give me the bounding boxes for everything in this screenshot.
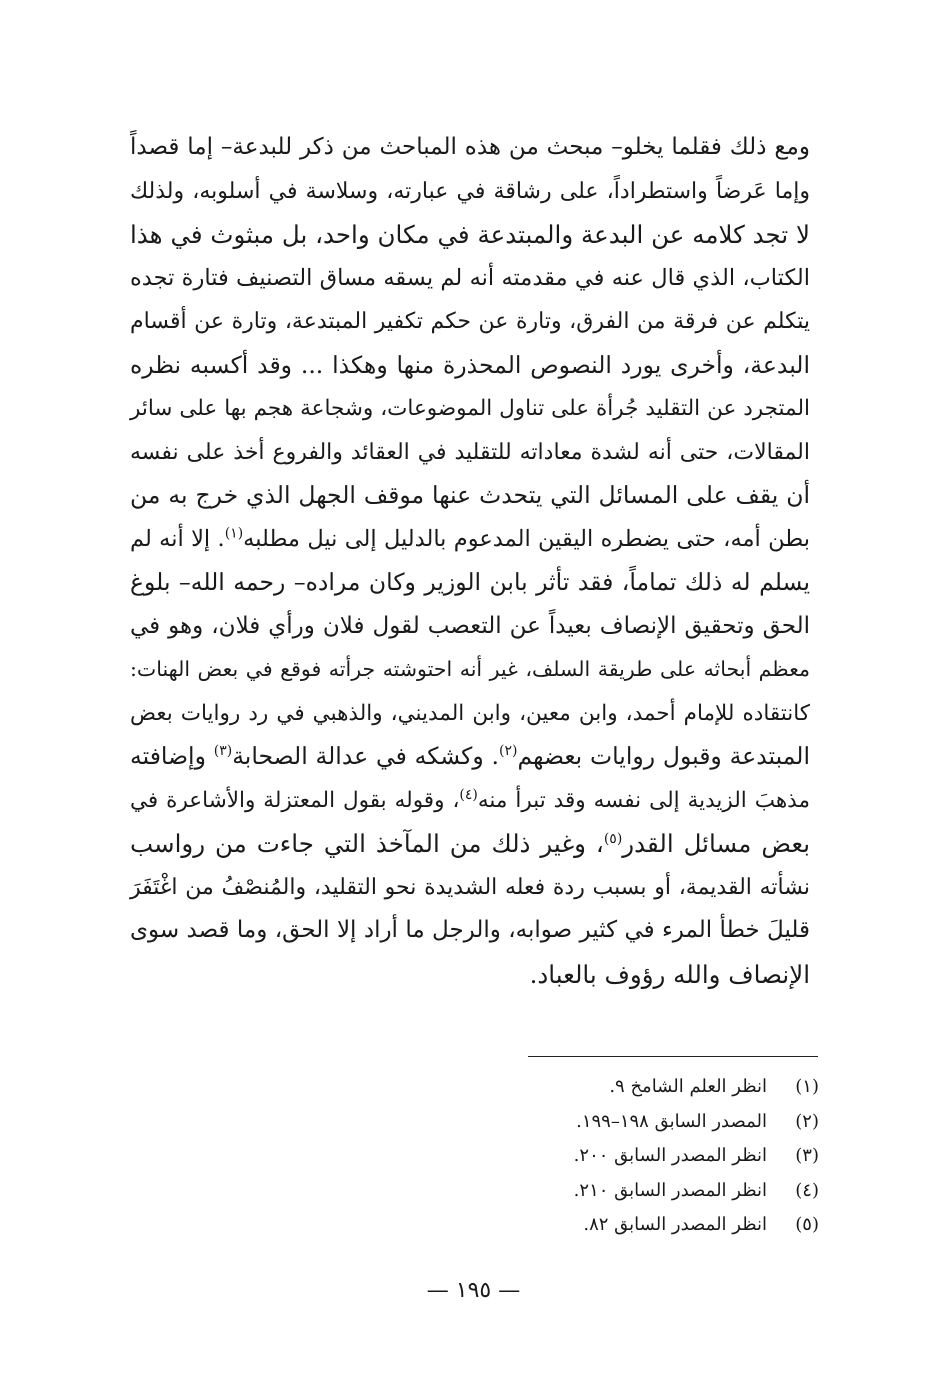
footnote-text: انظر العلم الشامخ ٩. — [609, 1076, 767, 1097]
text-line: بعض مسائل القدر$^{(٥)}$، وغير ذلك من المآخذ التي جاءت من رواسب — [130, 829, 811, 858]
footnote-item — [319, 1208, 819, 1243]
footnote-divider — [528, 1056, 818, 1057]
text-line: الإنصاف والله رؤوف بالعباد. — [529, 959, 810, 989]
footnote-reference: (٤) — [459, 786, 478, 803]
footnote-text: انظر المصدر السابق ٢٠٠. — [573, 1145, 767, 1166]
footnote-reference: (١) — [224, 525, 244, 541]
page-number: — ١٩٥ — — [426, 1278, 521, 1303]
text-line: المبتدعة وقبول روايات بعضهم$^{(٢)}$. وكشكه في عدالة الصحابة$^{(٣)}$ وإضافته — [130, 742, 810, 770]
footnote-item — [319, 1139, 819, 1174]
text-line: المقالات، حتى أنه لشدة معاداته للتقليد في العقائد والفروع أخذ على نفسه — [130, 439, 810, 465]
text-line: لا تجد كلامه عن البدعة والمبتدعة في مكان واحد، بل مبثوث في هذا — [130, 220, 810, 249]
text-line: الكتاب، الذي قال عنه في مقدمته أنه لم يسقه مساق التصنيف فتارة تجده — [130, 264, 810, 291]
footnote-item — [319, 1105, 819, 1140]
text-line: أن يقف على المسائل التي يتحدث عنها موقف الجهل الذي خرج به من — [130, 481, 810, 509]
text-line: وإما عَرضاً واستطراداً، على رشاقة في عبارته، وسلاسة في أسلوبه، ولذلك — [130, 178, 810, 204]
footnote-item — [319, 1174, 819, 1209]
text-line: بطن أمه، حتى يضطره اليقين المدعوم بالدليل إلى نيل مطلبه$^{(١)}$. إلا أنه لم — [130, 525, 811, 552]
text-line: نشأته القديمة، أو بسبب ردة فعله الشديدة نحو التقليد، والمُنصْفُ من اغْتَفَرَ — [130, 874, 810, 900]
footnote-item — [319, 1070, 819, 1105]
text-line: مذهبَ الزيدية إلى نفسه وقد تبرأ منه$^{(٤)}$، وقوله بقول المعتزلة والأشاعرة في — [130, 786, 810, 813]
text-line: يسلم له ذلك تماماً، فقد تأثر بابن الوزير وكان مراده– رحمه الله– بلوغ — [130, 568, 810, 596]
text-line: الحق وتحقيق الإنصاف بعيداً عن التعصب لقول فلان ورأي فلان، وهو في — [130, 612, 810, 639]
footnote-reference: (٥) — [603, 830, 623, 847]
footnote-reference: (٣) — [213, 743, 233, 760]
footnote-reference: (٢) — [499, 743, 518, 760]
text-line: يتكلم عن فرقة من الفرق، وتارة عن حكم تكفير المبتدعة، وتارة عن أقسام — [130, 309, 810, 334]
footnote-text: انظر المصدر السابق ٨٢. — [583, 1214, 767, 1235]
text-line: ومع ذلك فقلما يخلو– مبحث من هذه المباحث من ذكر للبدعة– إما قصداً — [130, 134, 810, 160]
footnote-number: (٥) — [795, 1214, 819, 1235]
footnote-text: انظر المصدر السابق ٢١٠. — [573, 1179, 767, 1201]
text-line: المتجرد عن التقليد جُرأة على تناول الموضوعات، وشجاعة هجم بها على سائر — [130, 396, 810, 421]
footnote-number: (٢) — [795, 1110, 819, 1132]
body-text — [130, 126, 810, 996]
footnote-number: (١) — [795, 1076, 819, 1097]
footnote-number: (٤) — [795, 1179, 819, 1201]
text-line: البدعة، وأخرى يورد النصوص المحذرة منها وهكذا ... وقد أكسبه نظره — [130, 350, 810, 379]
text-line: معظم أبحاثه على طريقة السلف، غير أنه احتوشته جرأته فوقع في بعض الهنات: — [130, 657, 810, 681]
text-line: كانتقاده للإمام أحمد، وابن معين، وابن المديني، والذهبي في رد روايات بعض — [130, 700, 810, 726]
footnote-number: (٣) — [795, 1145, 819, 1166]
text-line: قليلَ خطأ المرء في كثير صوابه، والرجل ما أراد إلا الحق، وما قصد سوى — [130, 917, 810, 943]
footnotes — [319, 1070, 819, 1243]
footnote-text: المصدر السابق ١٩٨–١٩٩. — [576, 1110, 767, 1132]
